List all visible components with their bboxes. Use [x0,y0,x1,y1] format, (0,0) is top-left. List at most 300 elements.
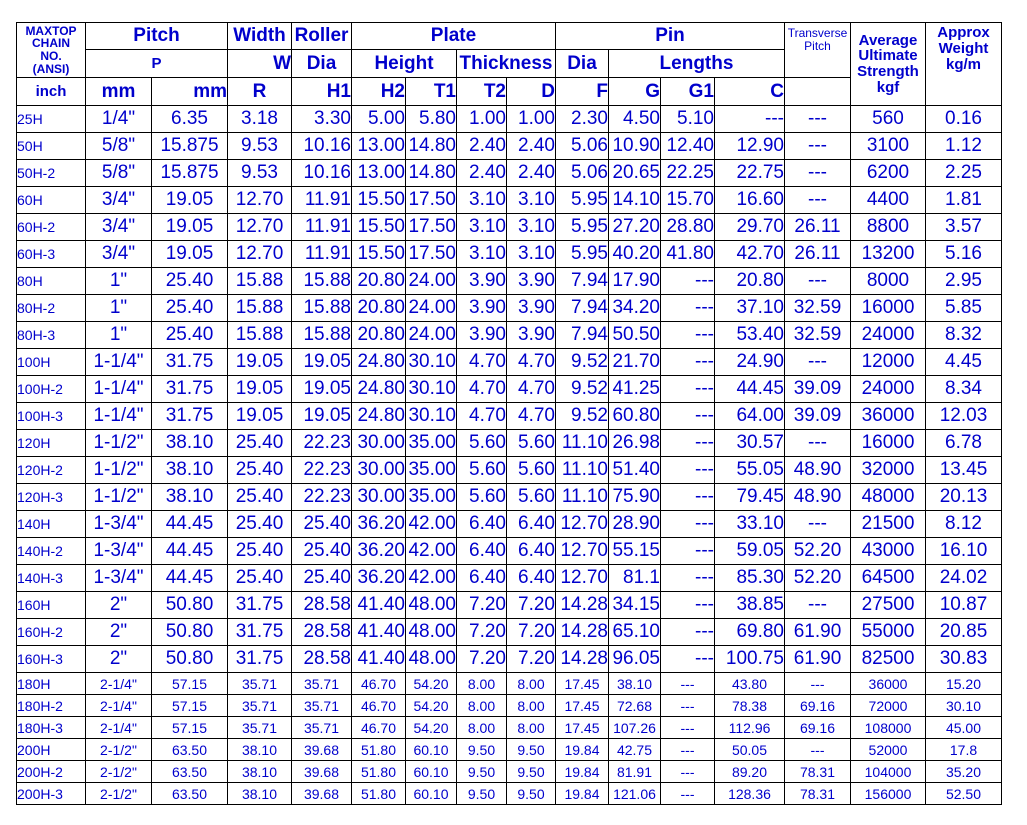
cell-roller-dia: 15.88 [292,268,352,295]
cell-pin-dia: 17.45 [556,717,609,739]
cell-g1: 42.70 [715,241,785,268]
cell-h2: 17.50 [406,241,457,268]
cell-width: 38.10 [228,783,292,805]
cell-chain-no: 160H-3 [17,646,86,673]
cell-h2: 42.00 [406,511,457,538]
cell-pin-dia: 5.95 [556,187,609,214]
cell-g: --- [661,783,715,805]
cell-pitch-inch: 1-1/2" [86,484,152,511]
cell-chain-no: 140H-2 [17,538,86,565]
cell-h1: 36.20 [352,565,406,592]
cell-pitch-mm: 50.80 [152,619,228,646]
unit-r: R [228,78,292,106]
cell-f: 96.05 [609,646,661,673]
cell-weight: 15.20 [926,673,1002,695]
table-row [17,349,1002,376]
cell-t1: 8.00 [457,673,507,695]
cell-pin-dia: 14.28 [556,619,609,646]
cell-chain-no: 50H-2 [17,160,86,187]
cell-t1: 3.90 [457,295,507,322]
cell-transverse-pitch: 78.31 [785,761,851,783]
cell-t2: 5.60 [507,484,556,511]
table-row [17,295,1002,322]
cell-pitch-inch: 2" [86,646,152,673]
cell-transverse-pitch: --- [785,511,851,538]
cell-f: 40.20 [609,241,661,268]
cell-strength: 32000 [851,457,926,484]
cell-t1: 7.20 [457,619,507,646]
cell-g1: 59.05 [715,538,785,565]
cell-weight: 8.34 [926,376,1002,403]
cell-g: --- [661,376,715,403]
cell-pin-dia: 5.06 [556,133,609,160]
cell-g1: 20.80 [715,268,785,295]
cell-f: 27.20 [609,214,661,241]
cell-transverse-pitch: 61.90 [785,646,851,673]
cell-h2: 42.00 [406,538,457,565]
table-row [17,133,1002,160]
cell-pitch-inch: 1-1/4" [86,403,152,430]
cell-width: 31.75 [228,619,292,646]
cell-roller-dia: 10.16 [292,160,352,187]
cell-t1: 3.90 [457,322,507,349]
cell-h1: 24.80 [352,376,406,403]
cell-h2: 30.10 [406,349,457,376]
cell-strength: 72000 [851,695,926,717]
cell-weight: 1.81 [926,187,1002,214]
cell-h1: 15.50 [352,214,406,241]
cell-t2: 3.10 [507,241,556,268]
cell-pitch-inch: 2" [86,619,152,646]
cell-pitch-inch: 1" [86,322,152,349]
cell-g1: 89.20 [715,761,785,783]
cell-width: 12.70 [228,241,292,268]
cell-h2: 42.00 [406,565,457,592]
cell-g1: 44.45 [715,376,785,403]
cell-transverse-pitch: 32.59 [785,322,851,349]
cell-pin-dia: 19.84 [556,761,609,783]
cell-pin-dia: 9.52 [556,376,609,403]
cell-transverse-pitch: 69.16 [785,717,851,739]
cell-weight: 30.83 [926,646,1002,673]
cell-g1: 22.75 [715,160,785,187]
cell-t1: 7.20 [457,646,507,673]
cell-g: 41.80 [661,241,715,268]
roller-chain-spec-table [16,22,1002,805]
cell-g1: 64.00 [715,403,785,430]
cell-weight: 16.10 [926,538,1002,565]
cell-chain-no: 160H [17,592,86,619]
cell-roller-dia: 15.88 [292,295,352,322]
cell-h2: 54.20 [406,695,457,717]
cell-t2: 8.00 [507,717,556,739]
cell-t2: 7.20 [507,592,556,619]
cell-g: --- [661,717,715,739]
cell-t2: 9.50 [507,783,556,805]
cell-pin-dia: 14.28 [556,592,609,619]
cell-roller-dia: 19.05 [292,403,352,430]
cell-transverse-pitch: --- [785,187,851,214]
cell-strength: 52000 [851,739,926,761]
cell-pitch-inch: 1" [86,295,152,322]
cell-pitch-mm: 6.35 [152,106,228,133]
cell-pitch-inch: 3/4" [86,187,152,214]
cell-pitch-mm: 25.40 [152,295,228,322]
cell-h2: 14.80 [406,160,457,187]
cell-f: 81.1 [609,565,661,592]
cell-g: --- [661,511,715,538]
cell-g1: 100.75 [715,646,785,673]
cell-weight: 12.03 [926,403,1002,430]
cell-weight: 5.16 [926,241,1002,268]
cell-f: 75.90 [609,484,661,511]
cell-t2: 5.60 [507,457,556,484]
cell-transverse-pitch: 26.11 [785,214,851,241]
cell-transverse-pitch: 39.09 [785,403,851,430]
cell-g: --- [661,619,715,646]
table-row [17,646,1002,673]
cell-strength: 8800 [851,214,926,241]
cell-f: 41.25 [609,376,661,403]
cell-roller-dia: 19.05 [292,349,352,376]
cell-pitch-inch: 3/4" [86,214,152,241]
cell-transverse-pitch: --- [785,349,851,376]
cell-chain-no: 200H [17,739,86,761]
cell-h1: 51.80 [352,761,406,783]
cell-roller-dia: 39.68 [292,739,352,761]
plate-header: Plate [352,23,556,50]
cell-weight: 13.45 [926,457,1002,484]
cell-h2: 5.80 [406,106,457,133]
cell-pin-dia: 11.10 [556,430,609,457]
cell-f: 107.26 [609,717,661,739]
cell-strength: 36000 [851,403,926,430]
unit-inch: inch [17,78,86,106]
cell-weight: 8.32 [926,322,1002,349]
cell-transverse-pitch: --- [785,160,851,187]
cell-h1: 15.50 [352,187,406,214]
cell-weight: 2.25 [926,160,1002,187]
cell-transverse-pitch: 48.90 [785,457,851,484]
cell-t2: 7.20 [507,646,556,673]
cell-chain-no: 200H-2 [17,761,86,783]
cell-width: 38.10 [228,761,292,783]
cell-strength: 43000 [851,538,926,565]
cell-g1: 38.85 [715,592,785,619]
cell-t1: 3.10 [457,214,507,241]
cell-g1: 43.80 [715,673,785,695]
cell-pin-dia: 12.70 [556,538,609,565]
cell-roller-dia: 25.40 [292,538,352,565]
cell-f: 28.90 [609,511,661,538]
cell-strength: 55000 [851,619,926,646]
table-body [17,106,1002,805]
cell-f: 42.75 [609,739,661,761]
cell-width: 15.88 [228,295,292,322]
cell-transverse-pitch: --- [785,268,851,295]
cell-transverse-pitch: 52.20 [785,565,851,592]
cell-weight: 0.16 [926,106,1002,133]
cell-g: 15.70 [661,187,715,214]
cell-weight: 35.20 [926,761,1002,783]
cell-pin-dia: 12.70 [556,511,609,538]
cell-pitch-mm: 25.40 [152,322,228,349]
cell-roller-dia: 35.71 [292,717,352,739]
cell-width: 35.71 [228,695,292,717]
cell-roller-dia: 28.58 [292,619,352,646]
cell-pitch-mm: 44.45 [152,511,228,538]
cell-g1: 37.10 [715,295,785,322]
cell-roller-dia: 10.16 [292,133,352,160]
cell-width: 9.53 [228,133,292,160]
cell-t2: 4.70 [507,403,556,430]
cell-g1: 55.05 [715,457,785,484]
cell-g1: 69.80 [715,619,785,646]
cell-pitch-mm: 57.15 [152,717,228,739]
cell-h2: 24.00 [406,268,457,295]
cell-g: --- [661,295,715,322]
cell-g: 22.25 [661,160,715,187]
cell-pitch-inch: 2-1/2" [86,783,152,805]
cell-pitch-mm: 50.80 [152,646,228,673]
table-row [17,761,1002,783]
cell-t2: 4.70 [507,376,556,403]
cell-strength: 156000 [851,783,926,805]
cell-t1: 4.70 [457,403,507,430]
cell-pitch-inch: 1-3/4" [86,565,152,592]
cell-pin-dia: 5.95 [556,214,609,241]
cell-h1: 41.40 [352,646,406,673]
cell-f: 51.40 [609,457,661,484]
cell-weight: 45.00 [926,717,1002,739]
cell-g1: 33.10 [715,511,785,538]
cell-pitch-mm: 15.875 [152,133,228,160]
table-row [17,106,1002,133]
cell-f: 26.98 [609,430,661,457]
cell-h2: 35.00 [406,430,457,457]
cell-chain-no: 100H-2 [17,376,86,403]
cell-f: 72.68 [609,695,661,717]
cell-pitch-mm: 38.10 [152,484,228,511]
cell-pitch-inch: 1/4" [86,106,152,133]
cell-f: 17.90 [609,268,661,295]
cell-h2: 17.50 [406,214,457,241]
cell-t2: 6.40 [507,538,556,565]
table-row [17,403,1002,430]
cell-transverse-pitch: --- [785,673,851,695]
cell-f: 4.50 [609,106,661,133]
cell-chain-no: 60H-3 [17,241,86,268]
cell-strength: 6200 [851,160,926,187]
cell-t1: 5.60 [457,484,507,511]
cell-transverse-pitch: --- [785,133,851,160]
cell-pitch-inch: 1-1/2" [86,457,152,484]
cell-t1: 8.00 [457,695,507,717]
cell-t1: 4.70 [457,376,507,403]
cell-chain-no: 80H-3 [17,322,86,349]
cell-pitch-inch: 2-1/4" [86,717,152,739]
cell-transverse-pitch: 69.16 [785,695,851,717]
table-row [17,268,1002,295]
unit-g1: G1 [661,78,715,106]
cell-g: --- [661,761,715,783]
cell-roller-dia: 15.88 [292,322,352,349]
cell-pin-dia: 7.94 [556,322,609,349]
cell-pin-dia: 2.30 [556,106,609,133]
cell-t1: 3.10 [457,187,507,214]
cell-h2: 35.00 [406,484,457,511]
cell-h2: 14.80 [406,133,457,160]
unit-c: C [715,78,785,106]
cell-roller-dia: 22.23 [292,430,352,457]
cell-chain-no: 80H-2 [17,295,86,322]
cell-chain-no: 60H [17,187,86,214]
table-row [17,214,1002,241]
cell-g: --- [661,739,715,761]
cell-pitch-inch: 2-1/2" [86,739,152,761]
cell-h2: 24.00 [406,295,457,322]
cell-h2: 24.00 [406,322,457,349]
cell-h1: 36.20 [352,538,406,565]
cell-pin-dia: 9.52 [556,349,609,376]
cell-h2: 30.10 [406,403,457,430]
cell-pitch-inch: 2-1/4" [86,673,152,695]
table-row [17,457,1002,484]
cell-chain-no: 25H [17,106,86,133]
cell-roller-dia: 11.91 [292,187,352,214]
cell-t1: 5.60 [457,430,507,457]
cell-pitch-inch: 1" [86,268,152,295]
cell-f: 38.10 [609,673,661,695]
cell-g: --- [661,565,715,592]
cell-pitch-inch: 5/8" [86,160,152,187]
cell-pitch-inch: 2-1/2" [86,761,152,783]
cell-h1: 51.80 [352,739,406,761]
cell-width: 19.05 [228,349,292,376]
cell-f: 65.10 [609,619,661,646]
cell-g: --- [661,695,715,717]
cell-g1: 16.60 [715,187,785,214]
cell-roller-dia: 25.40 [292,511,352,538]
cell-f: 21.70 [609,349,661,376]
cell-width: 15.88 [228,322,292,349]
cell-weight: 20.85 [926,619,1002,646]
cell-width: 38.10 [228,739,292,761]
cell-f: 20.65 [609,160,661,187]
cell-t2: 2.40 [507,160,556,187]
cell-g: 28.80 [661,214,715,241]
cell-f: 34.20 [609,295,661,322]
cell-transverse-pitch: 32.59 [785,295,851,322]
cell-pin-dia: 11.10 [556,457,609,484]
cell-strength: 16000 [851,430,926,457]
cell-h1: 30.00 [352,484,406,511]
cell-pitch-mm: 44.45 [152,565,228,592]
pin-dia-header: Dia [556,50,609,78]
cell-strength: 560 [851,106,926,133]
cell-strength: 12000 [851,349,926,376]
cell-roller-dia: 28.58 [292,646,352,673]
cell-pitch-inch: 5/8" [86,133,152,160]
cell-strength: 64500 [851,565,926,592]
cell-g1: 112.96 [715,717,785,739]
cell-chain-no: 60H-2 [17,214,86,241]
table-row [17,783,1002,805]
cell-chain-no: 180H-2 [17,695,86,717]
cell-g: 5.10 [661,106,715,133]
cell-g: --- [661,430,715,457]
cell-g: --- [661,349,715,376]
cell-t2: 4.70 [507,349,556,376]
cell-t1: 6.40 [457,511,507,538]
cell-strength: 48000 [851,484,926,511]
cell-g1: 50.05 [715,739,785,761]
cell-h1: 36.20 [352,511,406,538]
cell-pin-dia: 7.94 [556,295,609,322]
cell-pitch-mm: 31.75 [152,403,228,430]
cell-t2: 3.90 [507,268,556,295]
cell-roller-dia: 22.23 [292,484,352,511]
cell-weight: 3.57 [926,214,1002,241]
cell-roller-dia: 11.91 [292,241,352,268]
cell-transverse-pitch: 48.90 [785,484,851,511]
cell-t1: 6.40 [457,565,507,592]
cell-strength: 24000 [851,376,926,403]
cell-g: --- [661,538,715,565]
cell-width: 15.88 [228,268,292,295]
cell-f: 50.50 [609,322,661,349]
cell-weight: 17.8 [926,739,1002,761]
cell-h1: 5.00 [352,106,406,133]
table-row [17,717,1002,739]
cell-width: 25.40 [228,457,292,484]
cell-pin-dia: 5.06 [556,160,609,187]
pitch-header: Pitch [86,23,228,50]
cell-pin-dia: 9.52 [556,403,609,430]
cell-h1: 20.80 [352,268,406,295]
cell-h2: 30.10 [406,376,457,403]
cell-width: 25.40 [228,538,292,565]
cell-chain-no: 140H-3 [17,565,86,592]
cell-weight: 6.78 [926,430,1002,457]
cell-pitch-mm: 63.50 [152,761,228,783]
unit-h1: H1 [292,78,352,106]
cell-f: 14.10 [609,187,661,214]
cell-roller-dia: 3.30 [292,106,352,133]
cell-chain-no: 120H-2 [17,457,86,484]
cell-weight: 30.10 [926,695,1002,717]
table-row [17,511,1002,538]
cell-pitch-inch: 2-1/4" [86,695,152,717]
table-row [17,160,1002,187]
cell-width: 9.53 [228,160,292,187]
cell-f: 10.90 [609,133,661,160]
cell-strength: 24000 [851,322,926,349]
cell-strength: 16000 [851,295,926,322]
cell-roller-dia: 19.05 [292,376,352,403]
cell-pitch-mm: 31.75 [152,349,228,376]
cell-h1: 41.40 [352,592,406,619]
cell-t1: 9.50 [457,739,507,761]
cell-t1: 8.00 [457,717,507,739]
cell-t1: 2.40 [457,160,507,187]
table-row [17,565,1002,592]
cell-t2: 3.10 [507,187,556,214]
cell-h1: 46.70 [352,673,406,695]
cell-pitch-mm: 63.50 [152,783,228,805]
table-row [17,592,1002,619]
strength-header: Average Ultimate Strength kgf [851,23,926,106]
